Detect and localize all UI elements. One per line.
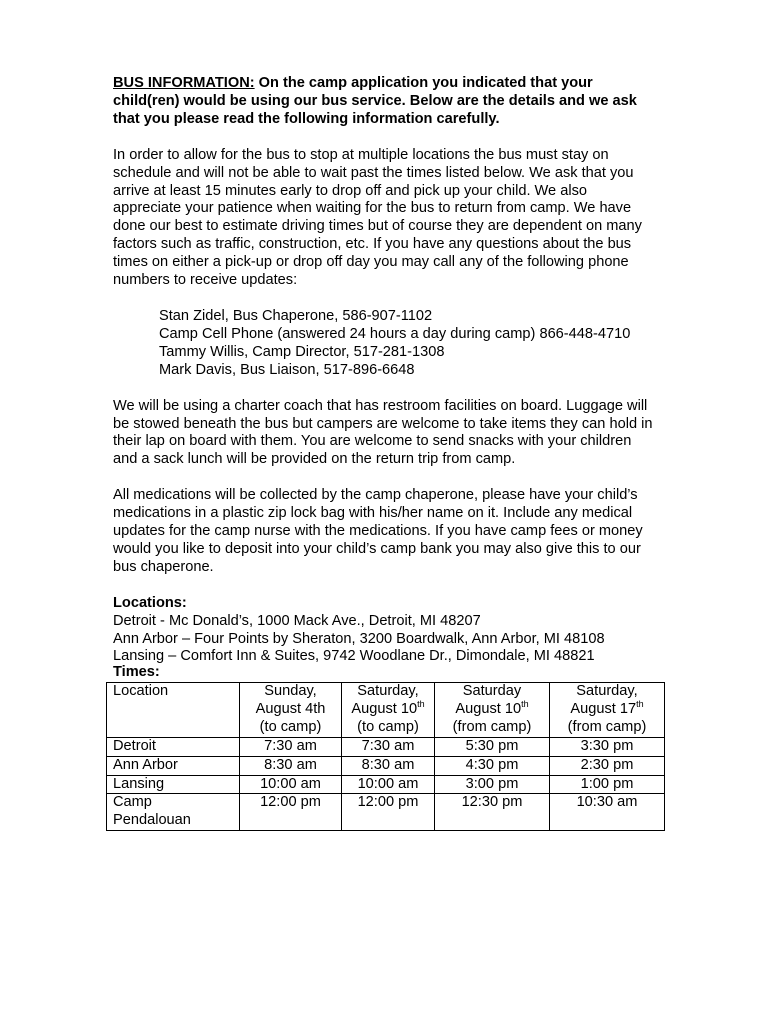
table-cell-location — [107, 794, 240, 831]
table-cell-time: 5:30 pm — [435, 737, 550, 756]
location-line: Pendalouan — [113, 812, 191, 829]
column-header-line: Sunday, — [264, 683, 317, 699]
column-header-saturday-aug-10-from — [435, 683, 550, 738]
paragraph-medications: All medications will be collected by the camp chaperone, please have your child’s medications in a plastic zip lock bag with his/her name on it. Include any medical updates for the camp nurse with the medications. If you have camp fees or money would you like to deposit into your child’s camp bank you may also give this to our bus chaperone. — [113, 487, 643, 575]
contact-item: Tammy Willis, Camp Director, 517-281-1308 — [159, 343, 445, 360]
column-header-saturday-aug-17-from — [550, 683, 665, 738]
table-cell-time: 3:00 pm — [435, 775, 550, 794]
location-line: Camp — [113, 794, 152, 811]
document-body — [113, 75, 658, 684]
table-cell-location: Ann Arbor — [107, 756, 240, 775]
table-cell-location: Detroit — [107, 737, 240, 756]
column-header-line: Saturday, — [357, 683, 419, 699]
intro-text: On the camp application you indicated that your child(ren) would be using our bus service. Below are the details and we ask that you please read the following information carefully. — [113, 75, 637, 127]
column-header-location: Location — [107, 683, 240, 738]
table-cell-time: 10:00 am — [342, 775, 435, 794]
contact-list — [113, 308, 658, 380]
table-cell-time: 12:00 pm — [240, 794, 342, 831]
table-cell-time: 2:30 pm — [550, 756, 665, 775]
column-header-sunday-aug-4 — [240, 683, 342, 738]
column-header-saturday-aug-10-to — [342, 683, 435, 738]
location-item: Lansing – Comfort Inn & Suites, 9742 Woodlane Dr., Dimondale, MI 48821 — [113, 648, 595, 665]
locations-heading: Locations: — [113, 594, 187, 611]
table-row — [107, 756, 665, 775]
intro-lead: BUS INFORMATION: — [113, 75, 255, 91]
times-heading: Times: — [113, 664, 160, 680]
table-cell-time: 12:00 pm — [342, 794, 435, 831]
table-cell-time: 10:00 am — [240, 775, 342, 794]
column-header-date: August 10 — [351, 700, 418, 717]
column-header-line: (to camp) — [259, 718, 322, 735]
table-cell-time: 7:30 am — [342, 737, 435, 756]
locations-list — [113, 613, 658, 667]
table-cell-time: 8:30 am — [342, 756, 435, 775]
table-cell-time: 8:30 am — [240, 756, 342, 775]
table-cell-time: 3:30 pm — [550, 737, 665, 756]
table-row — [107, 794, 665, 831]
location-item: Ann Arbor – Four Points by Sheraton, 3200 Boardwalk, Ann Arbor, MI 48108 — [113, 630, 605, 647]
column-header-line: (to camp) — [357, 718, 419, 735]
paragraph-schedule: In order to allow for the bus to stop at multiple locations the bus must stay on schedule and will not be able to wait past the times listed below. We ask that you arrive at least 15 minutes early to drop off and pick up your child. We also appreciate your patience when waiting for the bus to return from camp. We have done our best to estimate driving times but of course they are dependent on many factors such as traffic, construction, etc. If you have any questions about the bus times on either a pick-up or drop off day you may call any of the following phone numbers to receive updates: — [113, 146, 642, 289]
table-cell-time: 12:30 pm — [435, 794, 550, 831]
contact-item: Mark Davis, Bus Liaison, 517-896-6648 — [159, 361, 415, 378]
table-cell-time: 7:30 am — [240, 737, 342, 756]
table-cell-location: Lansing — [107, 775, 240, 794]
column-header-line: Saturday, — [576, 683, 638, 699]
ordinal-suffix: th — [521, 699, 529, 710]
column-header-line: August 4th — [255, 700, 326, 717]
table-cell-time: 1:00 pm — [550, 775, 665, 794]
contact-item: Stan Zidel, Bus Chaperone, 586-907-1102 — [159, 307, 433, 324]
column-header-line — [441, 701, 543, 719]
table-cell-time: 10:30 am — [550, 794, 665, 831]
table-row — [107, 737, 665, 756]
location-item: Detroit - Mc Donald’s, 1000 Mack Ave., Detroit, MI 48207 — [113, 612, 481, 629]
column-header-date: August 17 — [570, 700, 637, 717]
table-header-row — [107, 683, 665, 738]
column-header-line: (from camp) — [452, 718, 532, 735]
contact-item: Camp Cell Phone (answered 24 hours a day during camp) 866-448-4710 — [159, 325, 631, 342]
table-cell-time: 4:30 pm — [435, 756, 550, 775]
ordinal-suffix: th — [417, 699, 425, 710]
column-header-line: Saturday — [462, 683, 522, 699]
times-table — [106, 682, 665, 831]
table-row — [107, 775, 665, 794]
ordinal-suffix: th — [636, 699, 644, 710]
column-header-line — [348, 701, 428, 719]
column-header-date: August 10 — [455, 700, 522, 717]
column-header-line — [556, 701, 658, 719]
paragraph-coach: We will be using a charter coach that has restroom facilities on board. Luggage will be stowed beneath the bus but campers are welcome to take items they can hold in their lap on board with them. You are welcome to send snacks with your children and a sack lunch will be provided on the return trip from camp. — [113, 397, 653, 468]
intro-paragraph — [113, 75, 658, 129]
column-header-line: (from camp) — [567, 718, 647, 735]
